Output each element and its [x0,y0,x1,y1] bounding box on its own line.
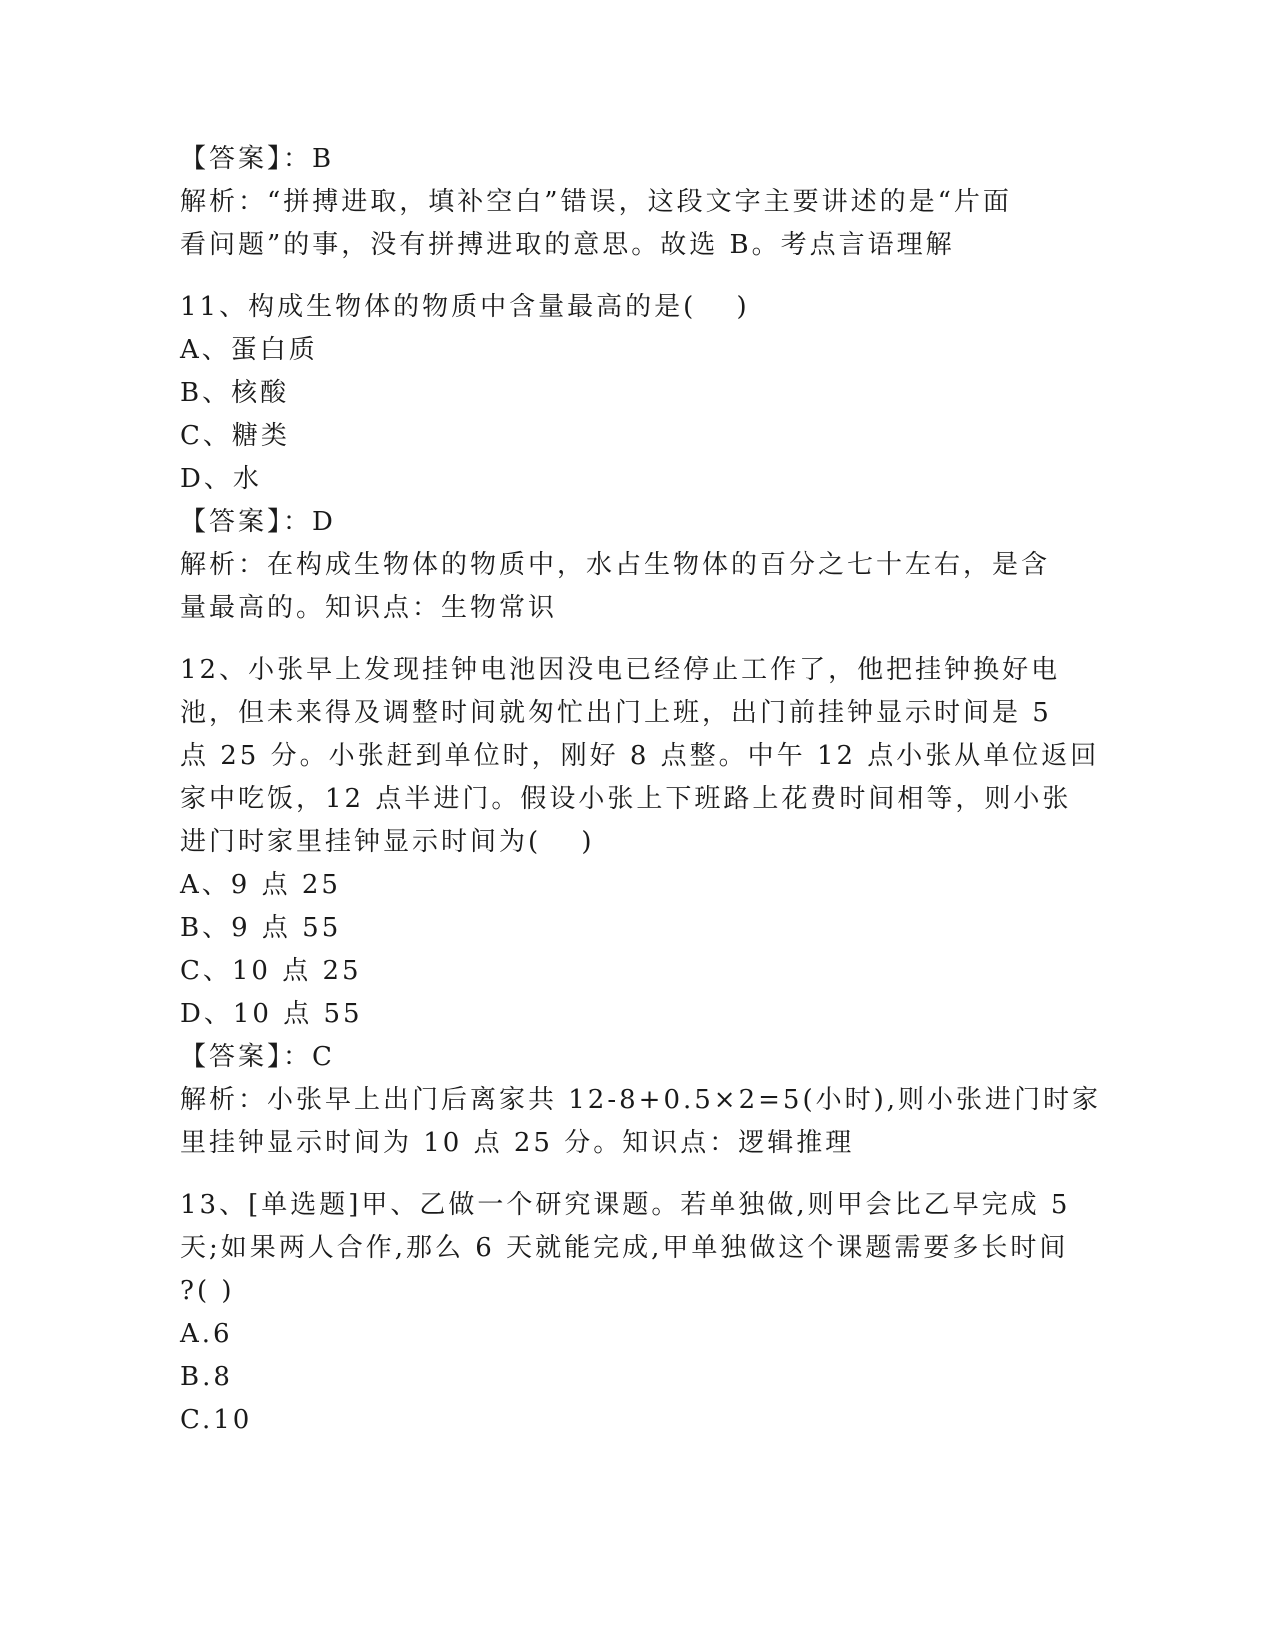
option-a: A.6 [180,1319,233,1349]
option-b: B.8 [180,1362,233,1392]
question-stem: 天;如果两人合作,那么 6 天就能完成,甲单独做这个课题需要多长时间 [180,1233,1069,1263]
option-c: C、10 点 25 [180,956,362,986]
option-a: A、9 点 25 [180,870,341,900]
option-b: B、核酸 [180,378,290,408]
analysis-line: 量最高的。知识点：生物常识 [180,593,558,623]
question-stem: 家中吃饭，12 点半进门。假设小张上下班路上花费时间相等，则小张 [180,784,1072,814]
question-stem: 12、小张早上发现挂钟电池因没电已经停止工作了，他把挂钟换好电 [180,655,1061,685]
analysis-line: 解析：小张早上出门后离家共 12-8+0.5×2=5(小时),则小张进门时家 [180,1085,1102,1115]
analysis-line: 解析：“拼搏进取，填补空白”错误，这段文字主要讲述的是“片面 [180,187,1012,217]
question-11 [180,286,1080,630]
question-12 [180,649,1102,1165]
analysis-line: 解析：在构成生物体的物质中，水占生物体的百分之七十左右，是含 [180,550,1051,580]
question-13 [180,1184,1080,1442]
analysis-line: 看问题”的事，没有拼搏进取的意思。故选 B。考点言语理解 [180,230,955,260]
option-c: C、糖类 [180,421,290,451]
option-b: B、9 点 55 [180,913,342,943]
question-stem: 13、[单选题]甲、乙做一个研究课题。若单独做,则甲会比乙早完成 5 [180,1190,1071,1220]
option-a: A、蛋白质 [180,335,318,365]
document-page [180,138,1102,1442]
option-d: D、水 [180,464,262,494]
answer-label: 【答案】：D [180,507,336,537]
option-d: D、10 点 55 [180,999,363,1029]
answer-block-10 [180,138,1080,267]
question-stem: 进门时家里挂钟显示时间为( ) [180,827,595,857]
question-stem: 点 25 分。小张赶到单位时，刚好 8 点整。中午 12 点小张从单位返回 [180,741,1100,771]
analysis-line: 里挂钟显示时间为 10 点 25 分。知识点：逻辑推理 [180,1128,855,1158]
question-stem: 11、构成生物体的物质中含量最高的是( ) [180,292,750,322]
answer-label: 【答案】：C [180,1042,335,1072]
question-stem: 池，但未来得及调整时间就匆忙出门上班，出门前挂钟显示时间是 5 [180,698,1052,728]
answer-label: 【答案】：B [180,144,335,174]
option-c: C.10 [180,1405,253,1435]
question-stem: ?( ) [180,1276,235,1306]
